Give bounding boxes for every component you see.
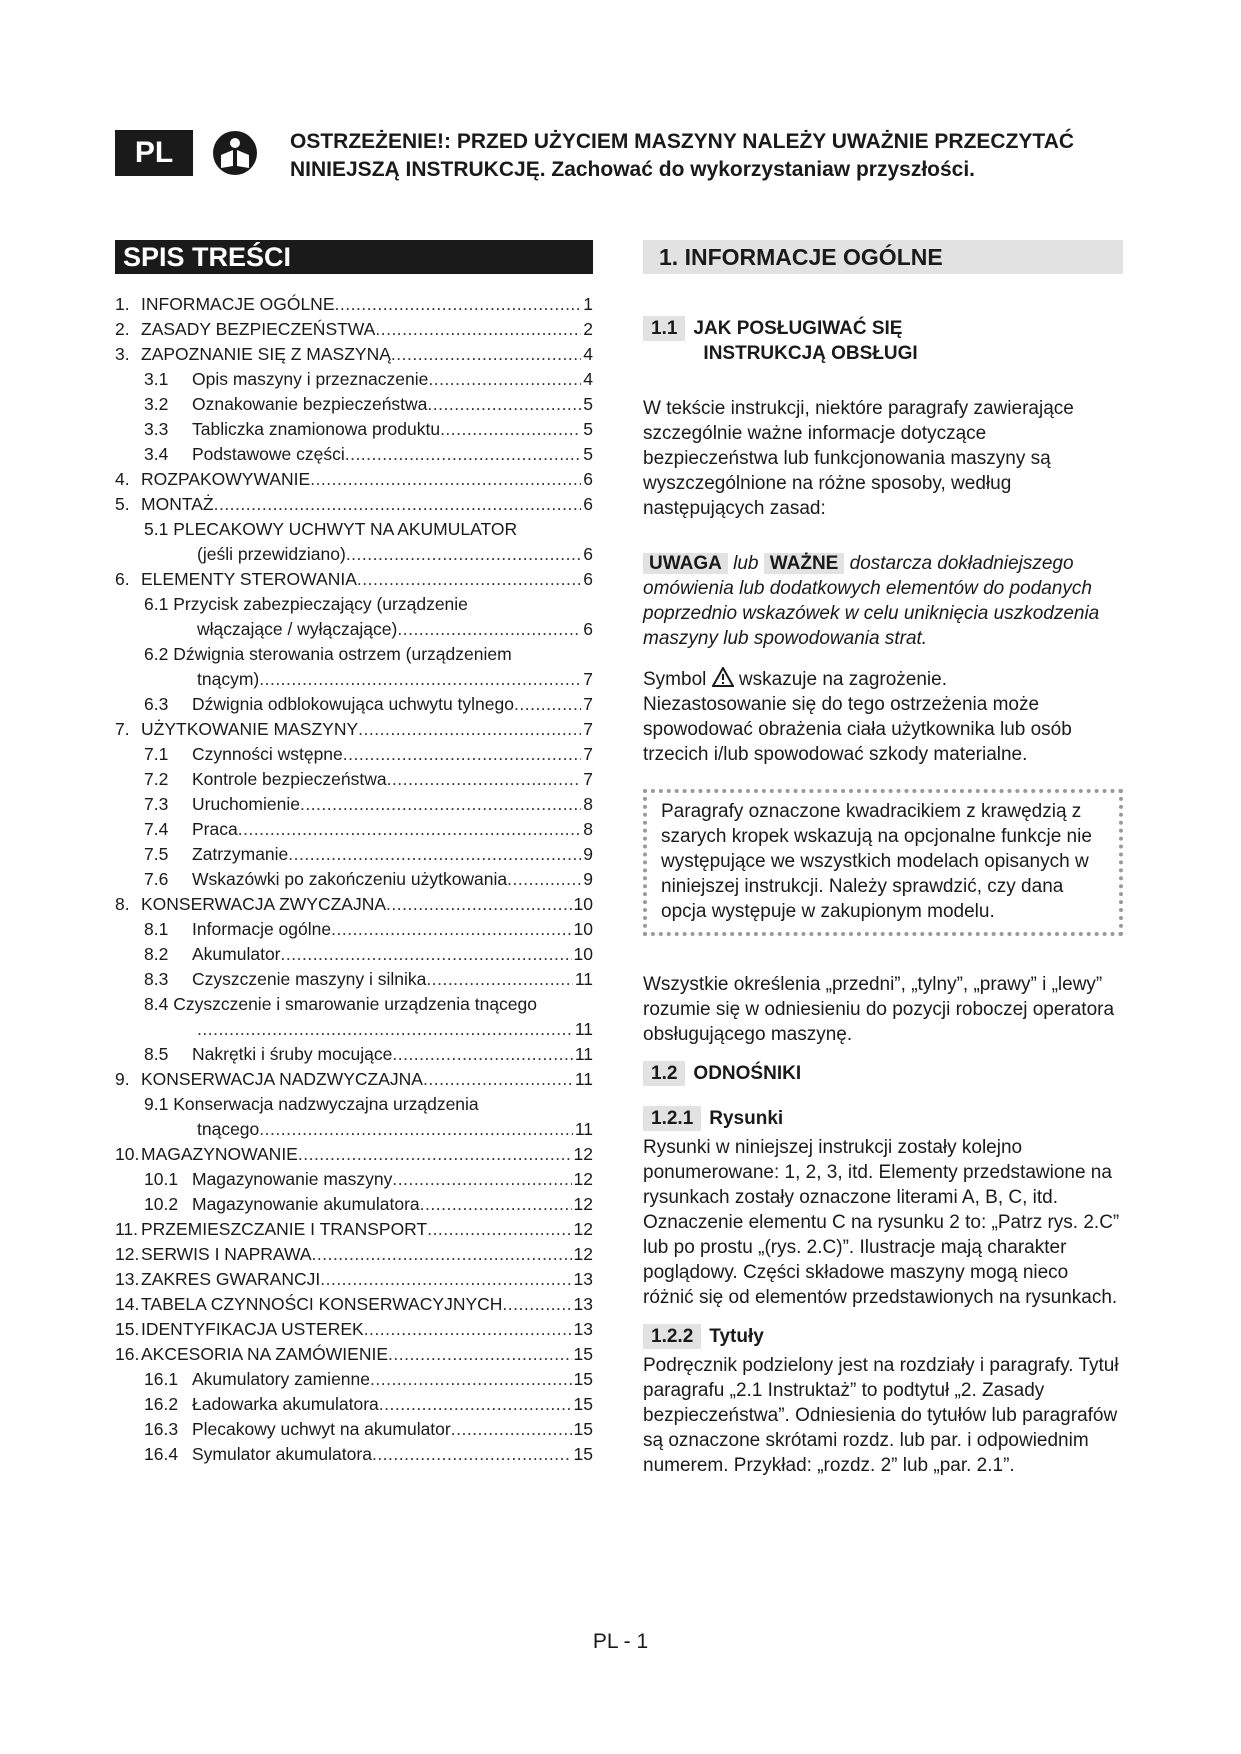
toc-number: 16.3 [144,1419,179,1439]
toc-page: 7 [583,744,593,764]
toc-entry [115,467,593,492]
toc-number: 5. [115,494,130,514]
titles-paragraph: Podręcznik podzielony jest na rozdziały i paragrafy. Tytuł paragrafu „2.1 Instruktaż” to podtytuł „2. Zasady bezpieczeństwa”. Odniesienia do tytułów lub paragrafów są oznaczone skrótami rozdz. lub par. i odpowiednim numerem. Przykład: „rozdz. 2” lub „par. 2.1”. [643,1355,1119,1476]
toc-label: Dźwignia odblokowująca uchwytu tylnego [192,694,514,714]
toc-page: 15 [573,1444,593,1464]
toc-number: 6. [115,569,130,589]
toc-entry [115,1342,593,1367]
toc-label: Tabliczka znamionowa produktu [192,419,441,439]
toc-page: 8 [583,794,593,814]
toc-number: 9.1 [144,1094,169,1114]
toc-label: ZAKRES GWARANCJI [141,1269,321,1289]
section-title: 1. INFORMACJE OGÓLNE [643,240,1123,274]
toc-label: Magazynowanie akumulatora [192,1194,420,1214]
toc-number: 15. [115,1319,140,1339]
toc-number: 1. [115,294,130,314]
toc-label: KONSERWACJA NADZWYCZAJNA [141,1069,423,1089]
toc-entry [115,567,593,592]
toc-number: 7.5 [144,844,169,864]
symbol-pre: Symbol [643,669,707,690]
toc-page: 13 [573,1294,593,1314]
toc-number: 5.1 [144,519,169,539]
toc-label: KONSERWACJA ZWYCZAJNA [141,894,387,914]
toc-page: 6 [583,494,593,514]
toc-entry [115,1217,593,1242]
toc-page: 15 [573,1394,593,1414]
toc-label: AKCESORIA NA ZAMÓWIENIE [141,1344,388,1364]
toc-entry [115,717,593,742]
toc-entry [115,1367,593,1392]
subsection-title: Tytuły [709,1326,764,1347]
toc-label: Symulator akumulatora [192,1444,372,1464]
toc-entry [115,967,593,992]
subsection-1-1-heading [643,316,1123,366]
toc-page: 9 [583,869,593,889]
subsection-title-line2: INSTRUKCJĄ OBSŁUGI [703,343,918,364]
toc-list [115,292,593,1467]
toc-number: 9. [115,1069,130,1089]
toc-entry [115,317,593,342]
read-manual-icon [212,130,258,176]
toc-number: 10. [115,1144,140,1164]
toc-number: 12. [115,1244,140,1264]
toc-entry [115,1242,593,1267]
toc-entry [115,517,593,567]
warning-line-1: OSTRZEŻENIE!: PRZED UŻYCIEM MASZYNY NALEŻY UWAŻNIE PRZECZYTAĆ [290,130,1075,153]
toc-entry [115,992,593,1042]
toc-number: 6.1 [144,594,169,614]
toc-entry [115,592,593,642]
toc-entry [115,392,593,417]
toc-entry [115,492,593,517]
toc-page: 13 [573,1269,593,1289]
toc-page: 11 [574,1119,593,1139]
toc-title: SPIS TREŚCI [115,240,593,274]
toc-label: Kontrole bezpieczeństwa [192,769,387,789]
notice-paragraph [643,551,1123,651]
notice-text: dostarcza dokładniejszego omówienia lub dodatkowych elementów do podanych poprzednio wskazówek w celu uniknięcia uszkodzenia maszyny lub spowodowania strat. [643,553,1100,649]
toc-number: 2. [115,319,130,339]
toc-number: 3. [115,344,130,364]
toc-page: 2 [583,319,593,339]
toc-entry [115,842,593,867]
toc-entry [115,892,593,917]
toc-number: 16.2 [144,1394,179,1414]
toc-number: 8.2 [144,944,169,964]
toc-label: ZAPOZNANIE SIĘ Z MASZYNĄ [141,344,391,364]
toc-entry [115,1067,593,1092]
toc-page: 11 [574,969,593,989]
section-general-info [643,240,1123,1478]
toc-page: 15 [573,1369,593,1389]
toc-entry [115,792,593,817]
toc-page: 15 [573,1419,593,1439]
optional-feature-box: Paragrafy oznaczone kwadracikiem z krawędzią z szarych kropek wskazują na opcjonalne funkcje nie występujące we wszystkich modelach opisanych w niniejszej instrukcji. Należy sprawdzić, czy dana opcja występuje w zakupionym modelu. [643,789,1123,936]
toc-page: 4 [583,344,593,364]
toc-number: 16. [115,1344,140,1364]
warning-triangle-icon [712,667,734,687]
symbol-post: wskazuje na zagrożenie. [738,669,947,690]
toc-label: Plecakowy uchwyt na akumulator [192,1419,451,1439]
toc-entry [115,767,593,792]
toc-number: 3.4 [144,444,169,464]
toc-label: PLECAKOWY UCHWYT NA AKUMULATOR [173,519,518,539]
toc-entry [115,367,593,392]
figures-paragraph: Rysunki w niniejszej instrukcji zostały kolejno ponumerowane: 1, 2, 3, itd. Elementy przedstawione na rysunkach zostały oznaczone literami A, B, C, itd. Oznaczenie elementu C na rysunku 2 to: „Patrz rys. 2.C” lub po prostu „(rys. 2.C)”. Ilustracje mają charakter poglądowy. Części składowe maszyny mogą nieco różnić się od elementów przedstawionych na rysunkach. [643,1137,1120,1308]
toc-label: Czynności wstępne [192,744,343,764]
toc-entry [115,1042,593,1067]
toc-number: 16.1 [144,1369,179,1389]
toc-label: Zatrzymanie [192,844,289,864]
toc-entry [115,1167,593,1192]
toc-entry [115,292,593,317]
toc-entry [115,917,593,942]
directions-paragraph: Wszystkie określenia „przedni”, „tylny”, „prawy” i „lewy” rozumie się w odniesieniu do pozycji roboczej operatora obsługującego maszynę. [643,974,1115,1045]
toc-entry [115,417,593,442]
toc-number: 8. [115,894,130,914]
toc-entry [115,692,593,717]
toc-page: 6 [583,544,593,564]
warning-line-2: NINIEJSZĄ INSTRUKCJĘ. Zachować do wykorzystaniaw przyszłości. [290,158,976,181]
toc-label: INFORMACJE OGÓLNE [141,294,335,314]
toc-entry [115,1392,593,1417]
toc-label: Uruchomienie [192,794,300,814]
toc-entry [115,1292,593,1317]
toc-label: Nakrętki i śruby mocujące [192,1044,393,1064]
toc-label: Konserwacja nadzwyczajna urządzenia [173,1094,479,1114]
toc-label: Praca [192,819,238,839]
toc-page: 9 [583,844,593,864]
subsection-number: 1.2.1 [643,1106,701,1131]
toc-label: Akumulatory zamienne [192,1369,370,1389]
toc-number: 14. [115,1294,140,1314]
toc-label: MAGAZYNOWANIE [141,1144,298,1164]
toc-number: 7. [115,719,130,739]
toc-page: 10 [573,919,593,939]
toc-page: 4 [583,369,593,389]
toc-label-cont: tnącym) [197,669,260,689]
toc-number: 6.2 [144,644,169,664]
wazne-label: WAŻNE [764,553,845,574]
hazard-paragraph: Niezastosowanie się do tego ostrzeżenia może spowodować obrażenia ciała użytkownika lub osób trzecich i/lub spowodować szkody materialne. [643,694,1072,765]
page-number: PL - 1 [592,1630,649,1653]
toc-label: Dźwignia sterowania ostrzem (urządzeniem [173,644,512,664]
uwaga-label: UWAGA [643,553,728,574]
toc-label: Informacje ogólne [192,919,332,939]
toc-number: 7.1 [144,744,169,764]
toc-label-cont: (jeśli przewidziano) [197,544,346,564]
toc-label: Oznakowanie bezpieczeństwa [192,394,428,414]
subsection-number: 1.1 [643,316,685,341]
toc-label: Czyszczenie maszyny i silnika [192,969,427,989]
intro-paragraph: W tekście instrukcji, niektóre paragrafy zawierające szczególnie ważne informacje dotyczące bezpieczeństwa lub funkcjonowania maszyny są wyszczególnione na różne sposoby, według następujących zasad: [643,398,1074,519]
toc-page: 5 [583,444,593,464]
page-header [115,128,1135,188]
toc-entry [115,942,593,967]
toc-page: 7 [583,719,593,739]
symbol-paragraph [643,667,1123,692]
toc-number: 8.1 [144,919,169,939]
toc-label: SERWIS I NAPRAWA [141,1244,312,1264]
toc-entry [115,742,593,767]
toc-label: PRZEMIESZCZANIE I TRANSPORT [141,1219,428,1239]
toc-entry [115,642,593,692]
subsection-title: Rysunki [709,1108,784,1129]
toc-number: 7.4 [144,819,169,839]
toc-entry [115,817,593,842]
subsection-1-2-heading [643,1061,1123,1086]
table-of-contents [115,240,593,1467]
subsection-number: 1.2 [643,1061,685,1086]
toc-entry [115,442,593,467]
toc-number: 4. [115,469,130,489]
toc-number: 8.4 [144,994,169,1014]
toc-number: 10.2 [144,1194,179,1214]
toc-entry [115,1317,593,1342]
toc-entry [115,1142,593,1167]
toc-page: 5 [583,419,593,439]
toc-page: 10 [573,944,593,964]
toc-label: Podstawowe części [192,444,345,464]
toc-page: 6 [583,469,593,489]
toc-entry [115,1192,593,1217]
toc-page: 10 [573,894,593,914]
toc-number: 3.2 [144,394,169,414]
toc-entry [115,1267,593,1292]
toc-label: Opis maszyny i przeznaczenie [192,369,429,389]
toc-page: 11 [574,1044,593,1064]
toc-number: 16.4 [144,1444,179,1464]
toc-label: Przycisk zabezpieczający (urządzenie [173,594,468,614]
toc-number: 11. [115,1219,139,1239]
toc-label: IDENTYFIKACJA USTEREK [141,1319,364,1339]
toc-label: ROZPAKOWYWANIE [141,469,311,489]
toc-page: 12 [573,1169,593,1189]
toc-page: 15 [573,1344,593,1364]
toc-page: 12 [573,1194,593,1214]
toc-label: ELEMENTY STEROWANIA [141,569,357,589]
toc-label: UŻYTKOWANIE MASZYNY [141,719,359,739]
subsection-title: ODNOŚNIKI [693,1063,802,1084]
toc-number: 7.6 [144,869,169,889]
toc-page: 12 [573,1219,593,1239]
toc-page: 12 [573,1244,593,1264]
warning-text [290,128,1150,184]
toc-page: 1 [583,294,593,314]
toc-number: 13. [115,1269,140,1289]
toc-label: Magazynowanie maszyny [192,1169,393,1189]
toc-page: 6 [583,569,593,589]
toc-page: 7 [583,694,593,714]
toc-number: 8.3 [144,969,169,989]
toc-page: 11 [574,1019,593,1039]
subsection-1-2-2-heading [643,1324,1123,1349]
subsection-title-line1: JAK POSŁUGIWAĆ SIĘ [693,318,903,339]
lub-text: lub [733,553,759,574]
toc-number: 3.1 [144,369,169,389]
toc-entry [115,1442,593,1467]
toc-label-cont: włączające / wyłączające) [197,619,398,639]
toc-page: 12 [573,1144,593,1164]
toc-page: 8 [583,819,593,839]
subsection-number: 1.2.2 [643,1324,701,1349]
toc-page: 7 [583,669,593,689]
toc-number: 7.3 [144,794,169,814]
toc-label: Czyszczenie i smarowanie urządzenia tnącego [173,994,537,1014]
toc-entry [115,342,593,367]
toc-number: 3.3 [144,419,169,439]
toc-page: 11 [574,1069,593,1089]
toc-page: 5 [583,394,593,414]
toc-entry [115,1417,593,1442]
toc-entry [115,867,593,892]
toc-label: MONTAŻ [141,494,214,514]
toc-label: Ładowarka akumulatora [192,1394,379,1414]
toc-label: Akumulator [192,944,281,964]
toc-number: 10.1 [144,1169,179,1189]
toc-page: 7 [583,769,593,789]
toc-number: 7.2 [144,769,169,789]
toc-page: 13 [573,1319,593,1339]
subsection-1-2-1-heading [643,1106,1123,1131]
toc-label-cont: tnącego [197,1119,260,1139]
language-badge: PL [115,130,193,176]
toc-entry [115,1092,593,1142]
toc-label: TABELA CZYNNOŚCI KONSERWACYJNYCH [141,1294,503,1314]
toc-page: 6 [583,619,593,639]
toc-label: Wskazówki po zakończeniu użytkowania [192,869,508,889]
toc-label: ZASADY BEZPIECZEŃSTWA [141,319,376,339]
toc-number: 8.5 [144,1044,169,1064]
toc-number: 6.3 [144,694,169,714]
